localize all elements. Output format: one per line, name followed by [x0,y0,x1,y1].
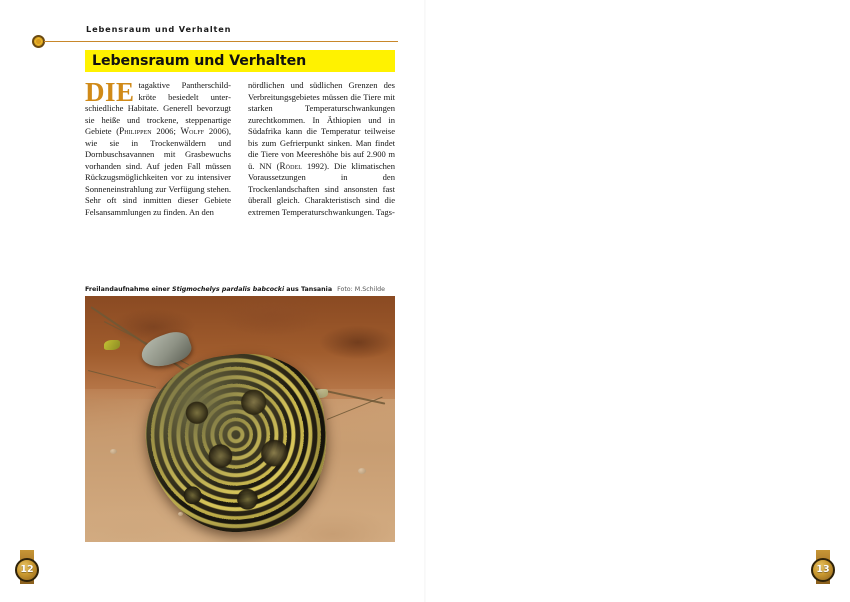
left-page-column-1 [85,77,231,218]
left-column-2-body: nördlichen und südlichen Grenzen des Verbreitungsgebietes müssen die Tiere mit starken Temperaturschwankungen zurechtkommen. In Äthiopien und in Südafrika kann die Temperatur teilweise bis zum Gefrierpunkt sinken. Man findet die Tiere von Meereshöhe bis auf 2.900 m ü. NN (Rödel 1992). Die klimatischen Voraussetzungen in den Trockenlandschaften sind ansonsten fast überall gleich. Charakteristisch sind die extremen Temperaturschwankungen. Tags- [248,80,395,217]
left-running-head-text: Lebensraum und Verhalten [86,24,232,34]
caption-photo-credit: Foto: M.Schilde [337,286,386,293]
photo-leaf [104,340,120,350]
left-page-folio [14,550,40,584]
right-page [425,0,850,602]
drop-cap: DIE [85,77,135,107]
folio-disc [811,558,835,582]
right-page-number: 13 [816,564,830,576]
photo-pebble [358,468,366,474]
chapter-title-text: Lebensraum und Verhalten [92,52,307,69]
chapter-title-banner [85,50,395,72]
folio-disc [15,558,39,582]
left-page-photograph [85,296,395,542]
left-photo-caption [85,286,395,294]
right-page-folio [810,550,836,584]
left-page-column-2 [248,80,395,218]
left-running-head [18,24,398,50]
page-gutter [424,0,426,602]
left-page-number: 12 [20,564,34,576]
header-rule-divider [44,41,398,42]
caption-prefix: Freilandaufnahme einer [85,286,173,293]
left-column-1-body: tagaktive Pantherschildkröte besiedelt unterschiedliche Habitate. Generell bevorzugt sie heiße und trockene, steppenartige Gebiete (Philippen 2006; Wolff 2006), wie sie in Trockenwäldern und Dornbuschsavannen mit Grasbewuchs vorhanden sind. Auf jeden Fall müssen Rückzugsmöglichkeiten vor zu intensiver Sonneneinstrahlung zur Verfügung stehen. Sehr oft sind inmitten dieser Gebiete Felsansammlungen zu finden. An den [85,80,231,217]
photo-pebble [110,449,117,454]
caption-species-name: Stigmochelys pardalis babcocki [172,286,285,293]
caption-suffix: aus Tansania [284,286,333,293]
